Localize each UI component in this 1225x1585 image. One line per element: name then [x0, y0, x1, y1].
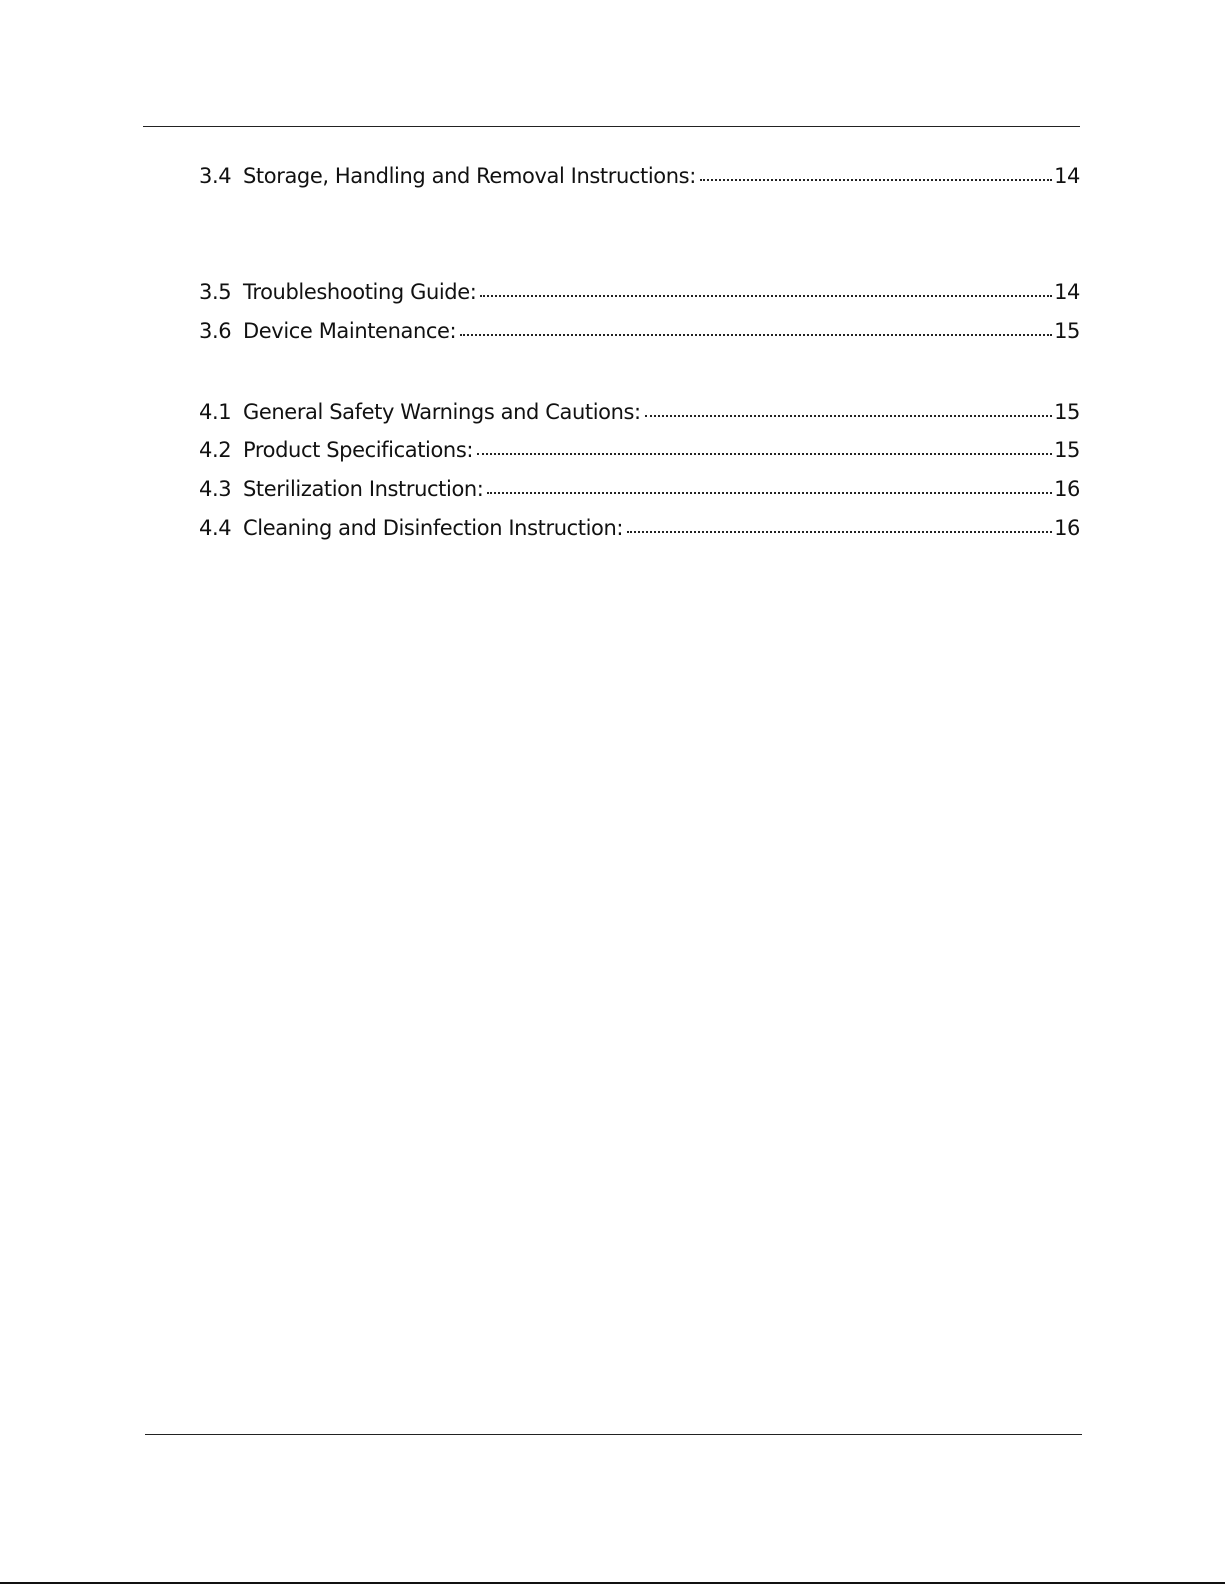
toc-entry-number: 4.4 — [199, 516, 232, 540]
toc-entry-page: 14 — [1054, 164, 1080, 188]
toc-entry-number: 4.3 — [199, 477, 232, 501]
toc-entry-title: Storage, Handling and Removal Instructions: — [243, 164, 696, 188]
toc-entry-number: 4.1 — [199, 400, 232, 424]
toc-entry-4-1[interactable] — [199, 399, 1080, 427]
toc-entry-title: Sterilization Instruction: — [243, 477, 484, 501]
footer-rule — [145, 1434, 1082, 1435]
toc-entry-3-4[interactable] — [199, 163, 1080, 191]
toc-entry-number: 4.2 — [199, 438, 232, 462]
toc-entry-page: 15 — [1054, 438, 1080, 462]
toc-entry-page: 15 — [1054, 400, 1080, 424]
toc-entry-3-5[interactable] — [199, 279, 1080, 307]
toc-entry-4-3[interactable] — [199, 476, 1080, 504]
toc-dot-leader — [460, 318, 1052, 338]
toc-entry-page: 15 — [1054, 319, 1080, 343]
toc-dot-leader — [477, 437, 1052, 457]
toc-entry-4-4[interactable] — [199, 515, 1080, 543]
toc-entry-title: Device Maintenance: — [243, 319, 457, 343]
toc-dot-leader — [487, 476, 1052, 496]
toc-entry-page: 16 — [1054, 516, 1080, 540]
toc-entry-4-2[interactable] — [199, 437, 1080, 465]
toc-entry-number: 3.4 — [199, 164, 232, 188]
toc-dot-leader — [627, 515, 1052, 535]
toc-dot-leader — [480, 279, 1052, 299]
toc-entry-page: 14 — [1054, 280, 1080, 304]
toc-entry-3-6[interactable] — [199, 318, 1080, 346]
page-bottom-edge — [0, 1582, 1225, 1584]
toc-entry-number: 3.5 — [199, 280, 232, 304]
toc-entry-title: Product Specifications: — [243, 438, 474, 462]
toc-entry-page: 16 — [1054, 477, 1080, 501]
toc-dot-leader — [700, 163, 1052, 183]
toc-entry-number: 3.6 — [199, 319, 232, 343]
header-rule — [143, 126, 1080, 127]
toc-entry-title: Cleaning and Disinfection Instruction: — [243, 516, 624, 540]
toc-dot-leader — [645, 399, 1052, 419]
toc-entry-title: General Safety Warnings and Cautions: — [243, 400, 641, 424]
toc-entry-title: Troubleshooting Guide: — [243, 280, 477, 304]
